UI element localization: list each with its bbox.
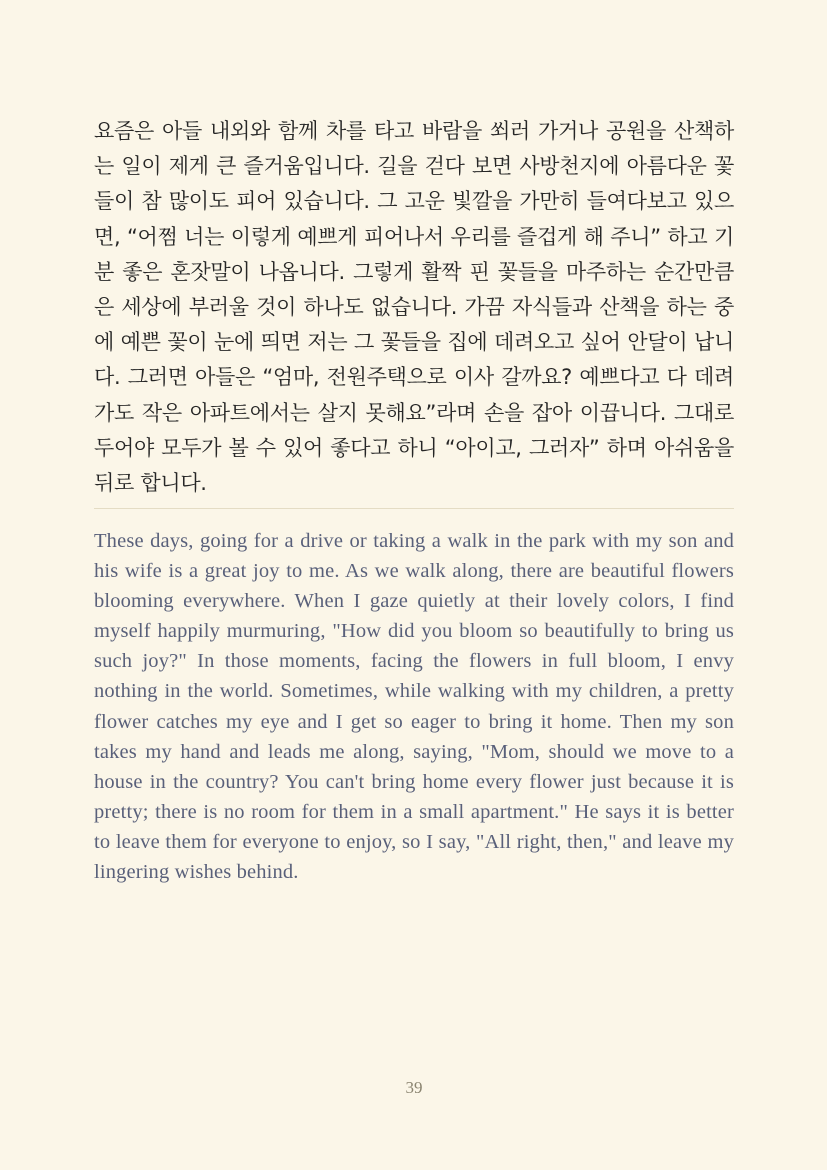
page-number: 39 (405, 1078, 423, 1097)
section-divider (94, 508, 734, 509)
page (94, 0, 734, 1170)
english-paragraph: These days, going for a drive or taking a walk in the park with my son and his wife is a great joy to me. As we walk along, there are beautiful flowers blooming everywhere. When I gaze quietly at their lovely colors, I find myself happily murmuring, "How did you bloom so beautifully to bring us such joy?" In those moments, facing the flowers in full bloom, I envy nothing in the world. Sometimes, while walking with my children, a pretty flower catches my eye and I get so eager to bring it home. Then my son takes my hand and leads me along, saying, "Mom, should we move to a house in the country? You can't bring home every flower just because it is pretty; there is no room for them in a small apartment." He says it is better to leave them for everyone to enjoy, so I say, "All right, then," and leave my lingering wishes behind. (94, 530, 734, 884)
korean-paragraph: 요즘은 아들 내외와 함께 차를 타고 바람을 쐬러 가거나 공원을 산책하는 일이 제게 큰 즐거움입니다. 길을 걷다 보면 사방천지에 아름다운 꽃들이 참 많이도 피어 있습니다. 그 고운 빛깔을 가만히 들여다보고 있으면, “어쩜 너는 이렇게 예쁘게 피어나서 우리를 즐겁게 해 주니” 하고 기분 좋은 혼잣말이 나옵니다. 그렇게 활짝 핀 꽃들을 마주하는 순간만큼은 세상에 부러울 것이 하나도 없습니다. 가끔 자식들과 산책을 하는 중에 예쁜 꽃이 눈에 띄면 저는 그 꽃들을 집에 데려오고 싶어 안달이 납니다. 그러면 아들은 “엄마, 전원주택으로 이사 갈까요? 예쁘다고 다 데려가도 작은 아파트에서는 살지 못해요”라며 손을 잡아 이끕니다. 그대로 두어야 모두가 볼 수 있어 좋다고 하니 “아이고, 그러자” 하며 아쉬움을 뒤로 합니다. (94, 119, 734, 496)
